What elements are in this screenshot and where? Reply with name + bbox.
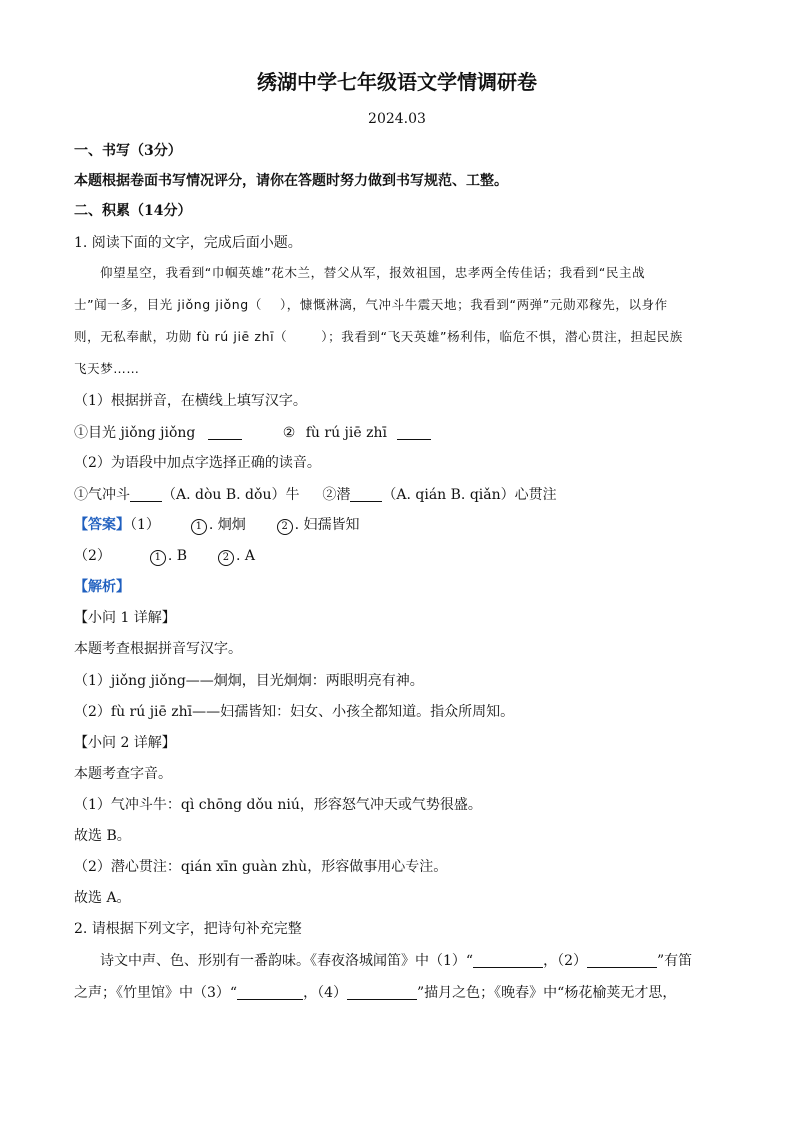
passage-line-2	[74, 296, 668, 314]
answer-blank[interactable]	[350, 487, 382, 502]
question-2-line-2-part-a: 之声；《竹里馆》中（3）“	[74, 985, 238, 1001]
section-1-heading: 一、书写（3分）	[74, 143, 182, 159]
subquestion-2-item-2-start: ②潜	[322, 487, 351, 503]
detail-2-line-2: （2）潜心贯注：qián xīn guàn zhù，形容做事用心专注。	[74, 859, 448, 875]
question-1-prompt: 1. 阅读下面的文字，完成后面小题。	[74, 235, 302, 251]
section-1-instruction: 本题根据卷面书写情况评分，请你在答题时努力做到书写规范、工整。	[74, 173, 508, 189]
answer-2-value-2: . A	[235, 548, 255, 564]
passage-line-3-part-b: ）；我看到“飞天英雄”杨利伟，临危不惧，潜心贯注，担起民族	[321, 329, 683, 344]
question-2-line-2	[74, 984, 676, 1002]
answer-number-badge: 1	[191, 519, 207, 535]
subquestion-2-item-2-options: （A. qián B. qiǎn）心贯注	[382, 487, 557, 503]
answer-blank[interactable]	[130, 487, 162, 502]
detail-1-line-2: （2）fù rú jiē zhī——妇孺皆知：妇女、小孩全都知道。指众所周知。	[74, 704, 515, 720]
page-title: 绣湖中学七年级语文学情调研卷	[257, 70, 537, 94]
passage-line-3-part-a: 则，无私奉献，功勋 fù rú jiē zhī（	[74, 329, 288, 344]
question-2-line-2-part-c: ”描月之色；《晚春》中“杨花榆荚无才思，	[417, 985, 677, 1001]
passage-line-3	[74, 328, 683, 346]
subquestion-2-item-1-start: ①气冲斗	[74, 487, 130, 503]
detail-1-label: 【小问 1 详解】	[74, 610, 176, 626]
subquestion-2-items	[74, 486, 557, 504]
question-2-line-1-part-c: ”有笛	[657, 953, 693, 969]
answer-1-value-2: . 妇孺皆知	[294, 517, 360, 533]
subquestion-1-prompt: （1）根据拼音，在横线上填写汉字。	[74, 393, 307, 409]
answer-row-2	[74, 547, 255, 566]
passage-line-2-part-b: ），慷慨淋漓，气冲斗牛震天地；我看到“两弹”元勋邓稼先，以身作	[279, 297, 668, 312]
subquestion-2-prompt: （2）为语段中加点字选择正确的读音。	[74, 455, 321, 471]
subquestion-1-items	[74, 424, 431, 442]
answer-number-badge: 2	[218, 550, 234, 566]
detail-2-conclusion-2: 故选 A。	[74, 890, 131, 906]
answer-blank[interactable]	[208, 425, 242, 440]
subquestion-1-item-2-number: ②	[282, 425, 296, 441]
answer-number-badge: 1	[150, 550, 166, 566]
answer-row-1	[74, 516, 360, 535]
answer-2-value-1: . B	[167, 548, 188, 564]
subquestion-1-item-1: ①目光 jiǒng jiǒng	[74, 425, 196, 441]
question-2-line-1-part-a: 诗文中声、色、形别有一番韵味。《春夜洛城闻笛》中（1）“	[100, 953, 474, 969]
question-2-prompt: 2. 请根据下列文字，把诗句补充完整	[74, 921, 302, 937]
question-2-line-2-part-b: ，（4）	[303, 985, 347, 1001]
passage-line-2-part-a: 士”闻一多，目光 jiǒng jiǒng（	[74, 297, 262, 312]
answer-1-value-1: . 炯炯	[208, 517, 246, 533]
passage-line-1: 仰望星空，我看到“巾帼英雄”花木兰，替父从军，报效祖国，忠孝两全传佳话；我看到“民主战	[100, 265, 646, 280]
passage-line-4: 飞天梦……	[74, 361, 140, 376]
answer-1-prefix: （1）	[130, 517, 160, 533]
answer-2-prefix: （2）	[74, 548, 111, 564]
detail-2-label: 【小问 2 详解】	[74, 735, 176, 751]
analysis-label: 【解析】	[74, 579, 130, 595]
answer-blank[interactable]	[473, 953, 543, 968]
detail-1-intro: 本题考查根据拼音写汉字。	[74, 641, 242, 657]
answer-label: 【答案】	[74, 517, 130, 533]
detail-2-conclusion-1: 故选 B。	[74, 828, 131, 844]
answer-number-badge: 2	[277, 519, 293, 535]
subquestion-2-item-1-options: （A. dòu B. dǒu）牛	[162, 487, 300, 503]
answer-blank[interactable]	[397, 425, 431, 440]
detail-2-line-1: （1）气冲斗牛：qì chōng dǒu niú，形容怒气冲天或气势很盛。	[74, 797, 482, 813]
answer-blank[interactable]	[587, 953, 657, 968]
subquestion-1-item-2: fù rú jiē zhī	[305, 425, 387, 441]
exam-date: 2024.03	[368, 111, 426, 127]
detail-2-intro: 本题考查字音。	[74, 766, 172, 782]
detail-1-line-1: （1）jiǒng jiǒng——炯炯，目光炯炯：两眼明亮有神。	[74, 673, 424, 689]
section-2-heading: 二、积累（14分）	[74, 203, 192, 219]
question-2-line-1-part-b: ，（2）	[543, 953, 587, 969]
question-2-line-1	[100, 952, 692, 970]
answer-blank[interactable]	[347, 985, 417, 1000]
answer-blank[interactable]	[237, 985, 303, 1000]
